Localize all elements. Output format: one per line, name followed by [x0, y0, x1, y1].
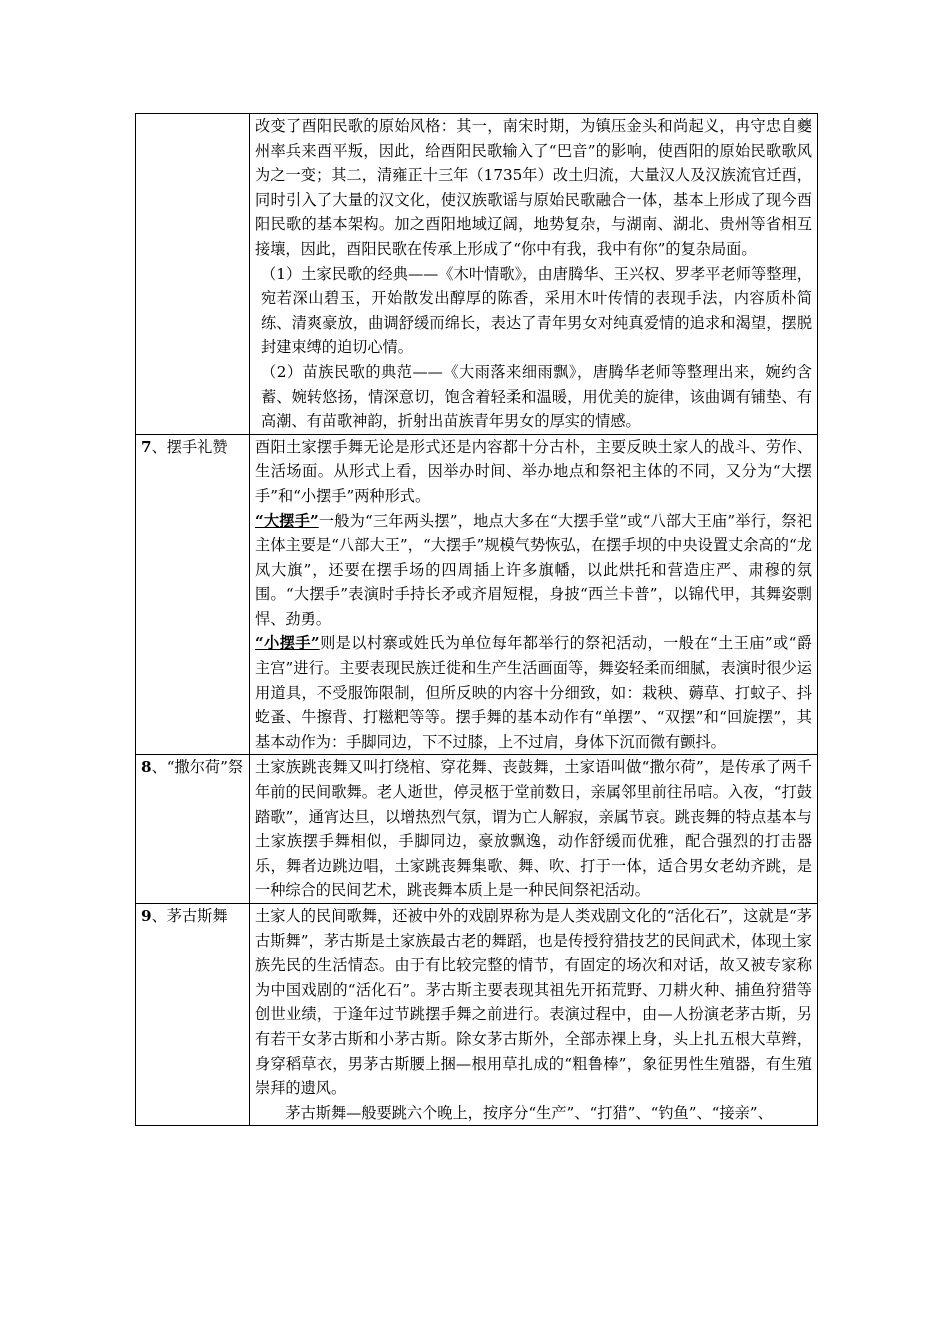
row-label-empty: [136, 114, 250, 435]
paragraph: [255, 509, 812, 632]
row-number: 9: [141, 907, 152, 925]
table-row-7: [136, 434, 818, 755]
row-label-7: [136, 434, 250, 755]
row-title: 、茅古斯舞: [151, 907, 228, 925]
paragraph: （2）苗族民歌的典范——《大雨落来细雨飘》，唐腾华老师等整理出来，婉约含蓄、婉转悠扬，情深意切，饱含着轻柔和温暖，用优美的旋律，该曲调有铺垫、有高潮、有苗歌神韵，折射出苗族青年男女的厚实的情感。: [261, 362, 812, 431]
row-label-8: [136, 755, 250, 904]
row-content-9: [250, 904, 818, 1126]
row-content-8: [250, 755, 818, 904]
content-table: [135, 113, 818, 1126]
paragraph: 酉阳土家摆手舞无论是形式还是内容都十分古朴，主要反映土家人的战斗、劳作、生活场面。从形式上看，因举办时间、举办地点和祭祀主体的不同，又分为“大摆手”和“小摆手”两种形式。: [255, 437, 812, 505]
term-small-baishou: “小摆手”: [255, 634, 320, 653]
table-row-9: [136, 904, 818, 1126]
row-content-6: [250, 114, 818, 435]
row-number: 8: [141, 758, 152, 777]
row-label-9: [136, 904, 250, 1126]
paragraph: 土家人的民间歌舞，还被中外的戏剧界称为是人类戏剧文化的“活化石”，这就是“茅古斯舞”，茅古斯是土家族最古老的舞蹈，也是传授狩猎技艺的民间武术，体现土家族先民的生活情态。由于有比较完整的情节，有固定的场次和对话，故又被专家称为中国戏剧的“活化石”。茅古斯主要表现其祖先开拓荒野、刀耕火种、捕鱼狩猎等创世业绩，于逢年过节跳摆手舞之前进行。表演过程中，由—人扮演老茅古斯，另有若干女茅古斯和小茅古斯。除女茅古斯外，全部赤裸上身，头上扎五根大草辫，身穿稻草衣，男茅古斯腰上捆—根用草扎成的“粗鲁棒”，象征男性生殖器，有生殖崇拜的遗风。: [255, 907, 812, 1098]
term-big-baishou: “大摆手”: [255, 511, 319, 530]
paragraph: [255, 631, 812, 754]
row-title: 、摆手礼赞: [151, 437, 228, 456]
table-row-6: [136, 114, 818, 435]
paragraph: （1）土家民歌的经典——《木叶情歌》，由唐腾华、王兴权、罗孝平老师等整理，宛若深山碧玉，开始散发出醇厚的陈香，采用木叶传情的表现手法，内容质朴简练、清爽豪放，曲调舒缓而绵长，表达了青年男女对纯真爱情的追求和渴望，摆脱封建束缚的迫切心情。: [261, 264, 812, 357]
paragraph: 茅古斯舞—般要跳六个晚上，按序分“生产”、“打猎”、“钓鱼”、“接亲”、: [285, 1103, 773, 1122]
row-content-7: [250, 434, 818, 755]
paragraph: 改变了酉阳民歌的原始风格：其一，南宋时期，为镇压金头和尚起义，冉守忠自夔州率兵来酉平叛，因此，给酉阳民歌输入了“巴音”的影响，使酉阳的原始民歌歌风为之一变；其二，清雍正十三年（1735年）改土归流，大量汉人及汉族流官迁酉，同时引入了大量的汉文化，使汉族歌谣与原始民歌融合一体，基本上形成了现今酉阳民歌的基本架构。加之酉阳地域辽阔，地势复杂，与湖南、湖北、贵州等省相互接壤，因此，酉阳民歌在传承上形成了“你中有我，我中有你”的复杂局面。: [255, 117, 812, 258]
paragraph-text: 则是以村寨或姓氏为单位每年都举行的祭祀活动，一般在“土王庙”或“爵主宫”进行。主要表现民族迁徙和生产生活画面等，舞姿轻柔而细腻，表演时很少运用道具，不受服饰限制，但所反映的内容十分细致，如：栽秧、薅草、打蚊子、抖虼蚤、牛擦背、打糍粑等等。摆手舞的基本动作有“单摆”、“双摆”和“回旋摆”，其基本动作为：手脚同边，下不过膝，上不过肩，身体下沉而微有颤抖。: [255, 634, 812, 751]
row-title: 、“撒尔荷”祭: [151, 758, 244, 777]
row-number: 7: [141, 437, 152, 456]
paragraph: 土家族跳丧舞又叫打绕棺、穿花舞、丧鼓舞，土家语叫做“撒尔荷”，是传承了两千年前的民间歌舞。老人逝世，停灵柩于堂前数日，亲属邻里前往吊唁。入夜，“打鼓踏歌”，通宵达旦，以增热烈气氛，谓为亡人解寂，亲属节哀。跳丧舞的特点基本与土家族摆手舞相似，手脚同边，豪放飘逸，动作舒缓而优雅，配合强烈的打击器乐，舞者边跳边唱，土家跳丧舞集歌、舞、吹、打于一体，适合男女老幼齐跳，是一种综合的民间艺术，跳丧舞本质上是一种民间祭祀活动。: [255, 758, 812, 900]
paragraph-text: 一般为“三年两头摆”，地点大多在“大摆手堂”或“八部大王庙”举行，祭祀主体主要是“八部大王”，“大摆手”规模气势恢弘，在摆手坝的中央设置丈余高的“龙凤大旗”，还要在摆手场的四周插上许多旗幡，以此烘托和营造庄严、肃穆的氛围。“大摆手”表演时手持长矛或齐眉短棍，身披“西兰卡普”，以锦代甲，其舞姿剽悍、劲勇。: [255, 511, 812, 628]
table-row-8: [136, 755, 818, 904]
